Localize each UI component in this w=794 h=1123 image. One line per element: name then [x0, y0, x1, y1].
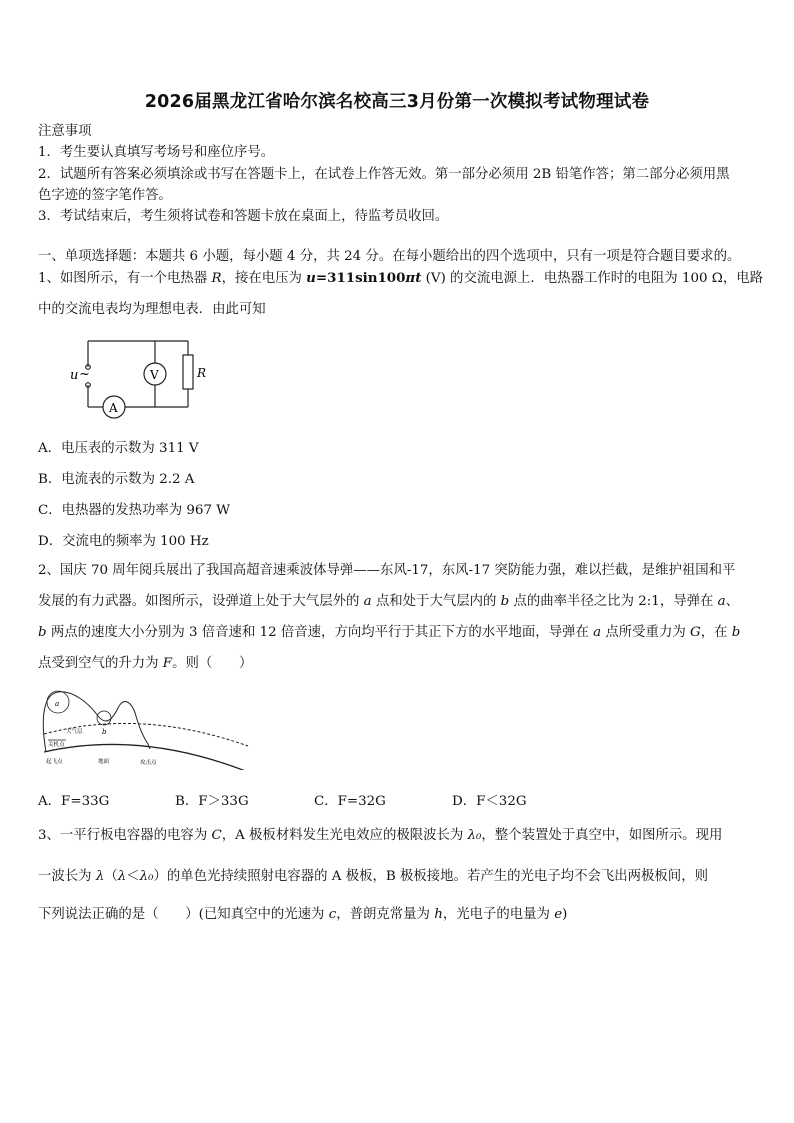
q1-circuit-diagram [60, 332, 220, 420]
q2-text: 。则（ ） [172, 656, 253, 671]
q3-stem-line3 [38, 905, 567, 925]
q3-stem-line2 [38, 867, 708, 887]
q1-var-u: u [306, 270, 316, 286]
q2-option-d: D．F＜32G [452, 794, 527, 809]
q1-option-b: B．电流表的示数为 2.2 A [38, 472, 195, 487]
q1-stem-line2: 中的交流电表均为理想电表．由此可知 [38, 302, 266, 317]
q2-label-atmosphere: 大气层 [66, 729, 83, 735]
q3-text: ）的单色光持续照射电容器的 A 极板，B 极板接地。若产生的光电子均不会飞出两极板间，则 [153, 869, 708, 884]
section-heading: 一、单项选择题：本题共 6 小题，每小题 4 分，共 24 分。在每小题给出的四个选项中，只有一项是符合题目要求的。 [38, 249, 741, 264]
q3-text: 一波长为 [38, 869, 96, 884]
q2-text: 点所受重力为 [601, 625, 690, 640]
q3-text: ，普朗克常量为 [336, 907, 435, 922]
q3-text: ，光电子的电量为 [442, 907, 555, 922]
notice-item-2: 2．试题所有答案必须填涂或书写在答题卡上，在试卷上作答无效。第一部分必须用 2B 铅笔作答；第二部分必须用黑 [38, 167, 730, 182]
q2-var-a: a [593, 625, 602, 640]
q3-text: ，A 极板材料发生光电效应的极限波长为 [221, 828, 468, 843]
q1-option-a: A．电压表的示数为 311 V [38, 441, 199, 456]
q3-text: ) [562, 907, 568, 922]
q1-option-c: C．电热器的发热功率为 967 W [38, 503, 230, 518]
q2-label-shutdown: 关机点 [48, 742, 65, 748]
q2-text: 点受到空气的升力为 [38, 656, 163, 671]
q2-stem-line1: 2、国庆 70 周年阅兵展出了我国高超音速乘波体导弹——东风-17，东风-17 突防能力强，难以拦截，是维护祖国和平 [38, 563, 736, 578]
q3-text: ＜ [126, 869, 140, 884]
q1-text: ，接在电压为 [221, 271, 307, 286]
q2-label-launch: 起飞点 [46, 759, 63, 765]
q2-option-b: B．F＞33G [175, 794, 249, 809]
q2-var-a: a [363, 594, 372, 609]
q1-voltmeter-label: V [150, 368, 159, 382]
q1-stem-line1 [38, 268, 763, 289]
q2-var-b: b [38, 625, 47, 640]
q1-label-u: u [70, 368, 79, 383]
q3-text: （ [104, 869, 118, 884]
q2-text: 、 [725, 594, 740, 609]
q1-formula: =311sin100 [315, 270, 406, 286]
q1-text: 1、如图所示，有一个电热器 [38, 271, 212, 286]
notice-item-2-cont: 色字迹的签字笔作答。 [38, 188, 172, 203]
q2-label-ground: 地面 [98, 759, 110, 765]
q3-var-c: c [328, 907, 337, 922]
q3-text: 下列说法正确的是（ ）(已知真空中的光速为 [38, 907, 329, 922]
q2-trajectory-diagram [36, 686, 251, 770]
q2-var-a: a [717, 594, 726, 609]
notice-heading: 注意事项 [38, 124, 92, 139]
q2-label-a: a [55, 700, 60, 708]
q2-option-a: A．F=33G [38, 794, 110, 809]
q2-stem-line2 [38, 592, 739, 612]
q2-stem-line3 [38, 623, 740, 643]
q1-var-pt: πt [405, 270, 422, 286]
q3-var-lambda0: λ₀ [467, 828, 482, 843]
q2-var-f: F [162, 656, 173, 671]
q3-var-lambda: λ [117, 869, 127, 884]
q2-text: 点和处于大气层内的 [371, 594, 501, 609]
notice-item-1: 1．考生要认真填写考场号和座位序号。 [38, 145, 275, 160]
q3-var-h: h [434, 907, 443, 922]
q2-label-b: b [102, 728, 107, 736]
q1-label-tilde: ~ [79, 367, 90, 382]
q3-var-lambda0: λ₀ [139, 869, 154, 884]
q2-text: ，在 [700, 625, 732, 640]
q2-options [38, 790, 758, 810]
q1-var-r: R [211, 271, 222, 286]
q2-var-g: G [689, 625, 701, 640]
q1-option-d: D．交流电的频率为 100 Hz [38, 534, 209, 549]
q1-text: (V) 的交流电源上．电热器工作时的电阻为 100 Ω，电路 [421, 271, 764, 286]
q2-text: 点的曲率半径之比为 2:1，导弹在 [509, 594, 718, 609]
page-title: 2026届黑龙江省哈尔滨名校高三3月份第一次模拟考试物理试卷 [144, 92, 650, 112]
q2-option-c: C．F=32G [314, 794, 386, 809]
q2-text: 发展的有力武器。如图所示，设弹道上处于大气层外的 [38, 594, 364, 609]
q3-stem-line1 [38, 826, 722, 846]
q2-var-b: b [500, 594, 510, 609]
q3-var-lambda: λ [95, 869, 105, 884]
q2-label-target: 攻击点 [140, 760, 157, 766]
q2-var-b: b [731, 625, 741, 640]
q3-text: 3、一平行板电容器的电容为 [38, 828, 212, 843]
q1-ammeter-label: A [109, 401, 118, 415]
q3-var-c: C [211, 828, 222, 843]
q3-text: ，整个装置处于真空中，如图所示。现用 [481, 828, 723, 843]
q3-var-e: e [554, 907, 563, 922]
q1-resistor-label: R [197, 366, 207, 380]
q2-stem-line4 [38, 654, 252, 674]
q2-text: 两点的速度大小分别为 3 倍音速和 12 倍音速，方向均平行于其正下方的水平地面，导弹在 [46, 625, 594, 640]
notice-item-3: 3．考试结束后，考生须将试卷和答题卡放在桌面上，待监考员收回。 [38, 209, 449, 224]
